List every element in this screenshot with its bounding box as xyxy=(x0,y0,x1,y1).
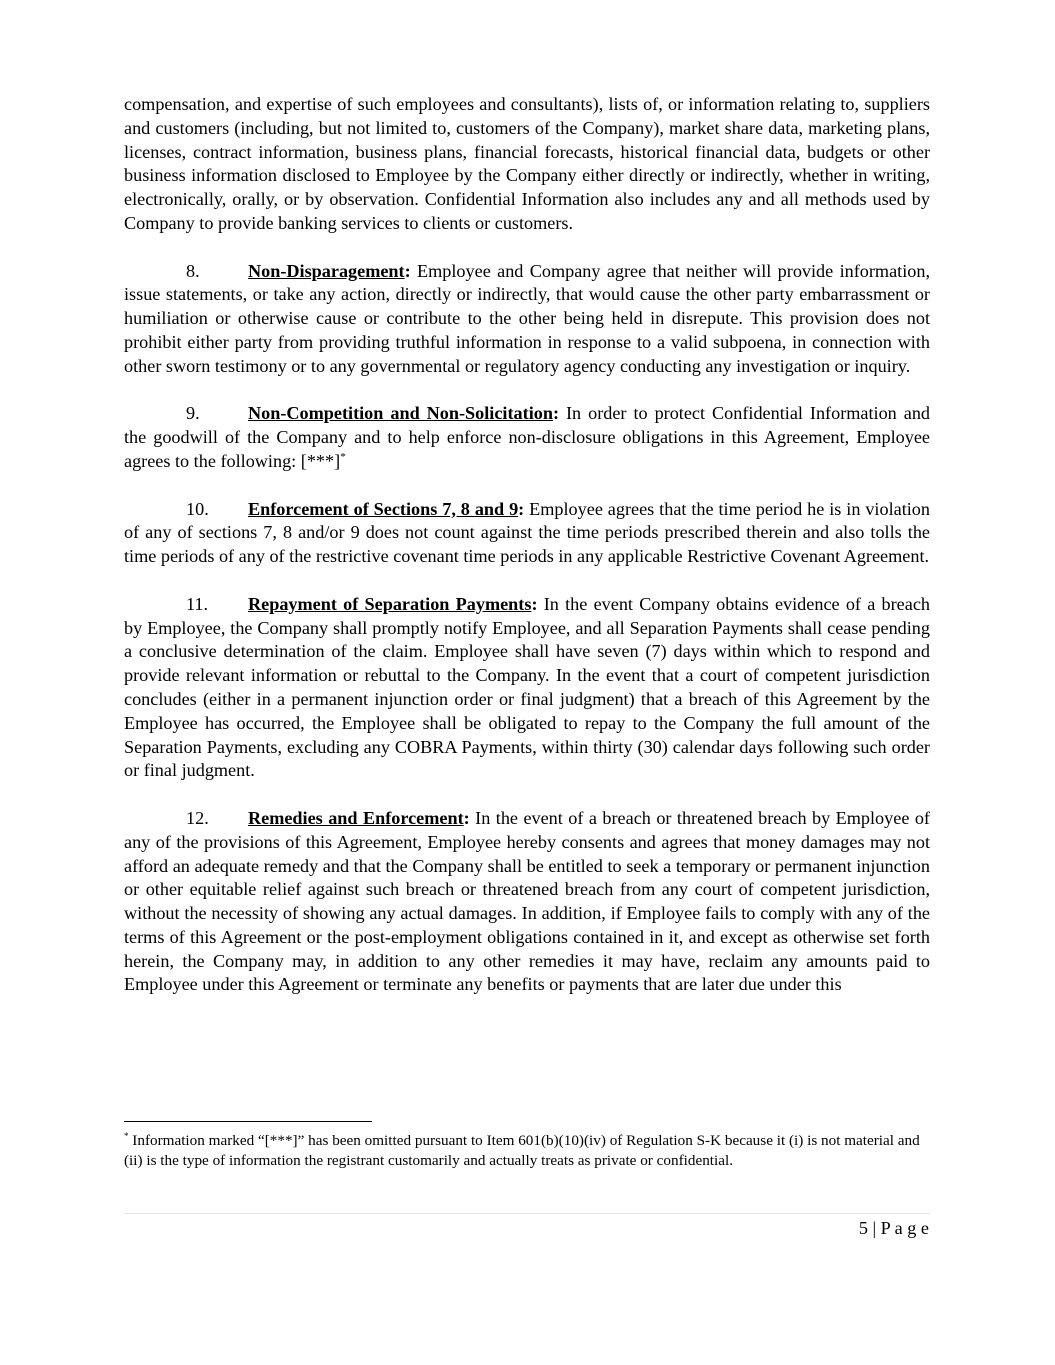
footnote xyxy=(124,1131,930,1172)
footnote-text: Information marked “[***]” has been omitted pursuant to Item 601(b)(10)(iv) of Regulation S-K because it (i) is not material and (ii) is the type of information the registrant customarily and actually treats as private or confidential. xyxy=(124,1132,920,1170)
section-body: Employee and Company agree that neither will provide information, issue statements, or take any action, directly or indirectly, that would cause the other party embarrassment or humiliation or otherwise cause or contribute to the other being held in disrepute. This provision does not prohibit either party from providing truthful information in response to a valid subpoena, in connection with other sworn testimony or to any governmental or regulatory agency conducting any investigation or inquiry. xyxy=(124,260,930,376)
section-number: 9. xyxy=(186,403,200,424)
section-8 xyxy=(124,260,930,379)
section-11 xyxy=(124,593,930,783)
document-body xyxy=(124,93,930,997)
page-number: 5 | P a g e xyxy=(858,1218,929,1238)
section-number: 8. xyxy=(186,260,200,281)
section-body: Employee agrees that the time period he is in violation of any of sections 7, 8 and/or 9 does not count against the time periods prescribed therein and also tolls the time periods of any of the restrictive covenant time periods in any applicable Restrictive Covenant Agreement. xyxy=(124,498,930,567)
section-number: 12. xyxy=(186,807,209,828)
section-12 xyxy=(124,807,930,997)
intro-paragraph: compensation, and expertise of such employees and consultants), lists of, or information relating to, suppliers and customers (including, but not limited to, customers of the Company), market share data, marketing plans, licenses, contract information, business plans, financial forecasts, historical financial data, budgets or other business information disclosed to Employee by the Company either directly or indirectly, whether in writing, electronically, orally, or by observation. Confidential Information also includes any and all methods used by Company to provide banking services to clients or customers. xyxy=(124,94,930,233)
section-body: In order to protect Confidential Information and the goodwill of the Company and to help enforce non-disclosure obligations in this Agreement, Employee agrees to the following: [***] xyxy=(124,403,931,471)
footnote-reference[interactable]: * xyxy=(340,450,346,463)
footer-divider xyxy=(124,1213,930,1214)
section-heading: Non-Disparagement: xyxy=(248,260,411,281)
section-heading: Enforcement of Sections 7, 8 and 9: xyxy=(248,498,525,519)
section-number: 11. xyxy=(186,593,209,614)
section-10 xyxy=(124,498,930,569)
section-heading: Non-Competition and Non-Solicitation: xyxy=(248,403,560,424)
section-number: 10. xyxy=(186,498,209,519)
section-body: In the event of a breach or threatened breach by Employee of any of the provisions of this Agreement, Employee hereby consents and agrees that money damages may not afford an adequate remedy and that the Company shall be entitled to seek a temporary or permanent injunction or other equitable relief against such breach or threatened breach from any court of competent jurisdiction, without the necessity of showing any actual damages. In addition, if Employee fails to comply with any of the terms of this Agreement or the post-employment obligations contained in it, and except as otherwise set forth herein, the Company may, in addition to any other remedies it may have, reclaim any amounts paid to Employee under this Agreement or terminate any benefits or payments that are later due under this xyxy=(124,807,930,995)
section-9 xyxy=(124,402,930,473)
footnote-separator xyxy=(124,1121,372,1122)
section-heading: Repayment of Separation Payments: xyxy=(248,593,538,614)
section-body: In the event Company obtains evidence of a breach by Employee, the Company shall promptly notify Employee, and all Separation Payments shall cease pending a conclusive determination of the claim. Employee shall have seven (7) days within which to respond and provide relevant information or rebuttal to the Company. In the event that a court of competent jurisdiction concludes (either in a permanent injunction order or final judgment) that a breach of this Agreement by the Employee has occurred, the Employee shall be obligated to repay to the Company the full amount of the Separation Payments, excluding any COBRA Payments, within thirty (30) calendar days following such order or final judgment. xyxy=(124,593,930,781)
footnote-marker: * xyxy=(124,1130,129,1141)
section-heading: Remedies and Enforcement: xyxy=(248,807,470,828)
